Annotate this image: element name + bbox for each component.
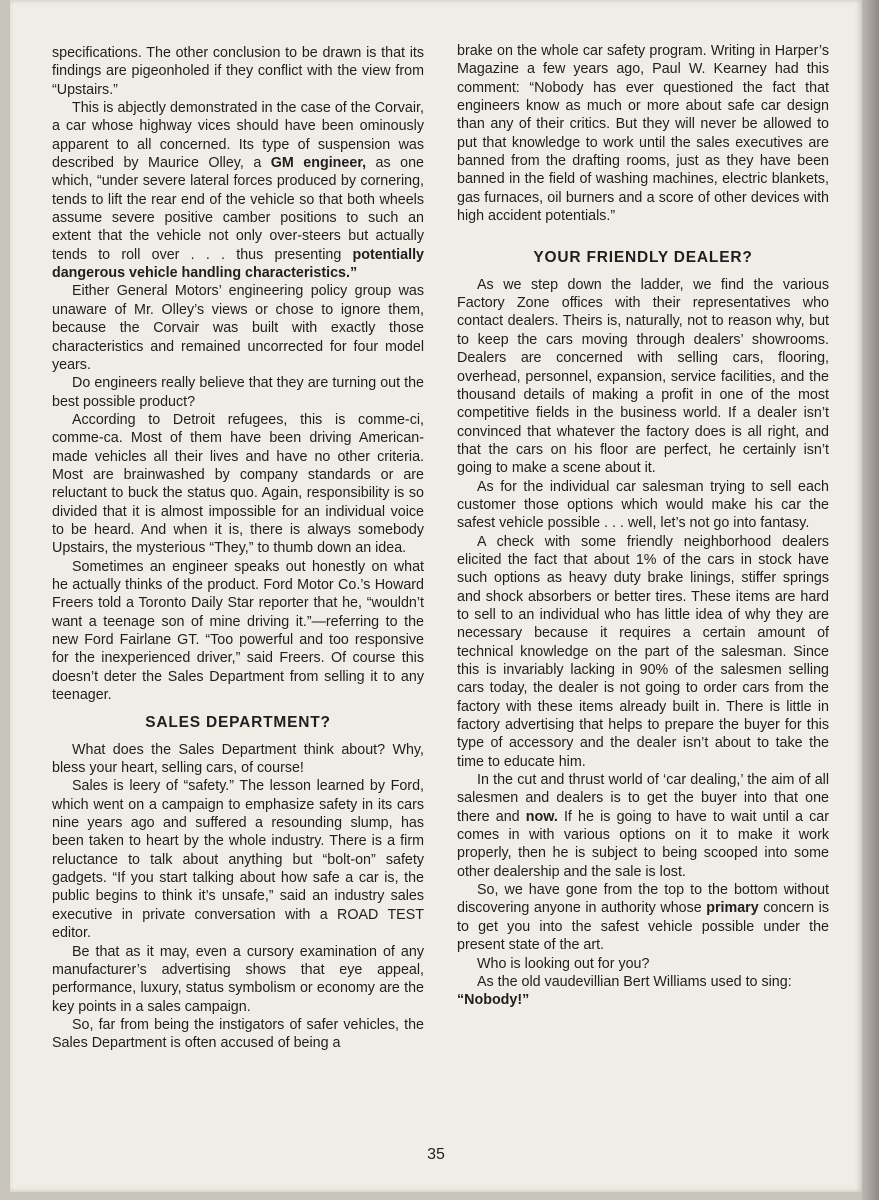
paragraph: According to Detroit refugees, this is comme-ci, comme-ca. Most of them have been driving American-made vehicles all their lives and have no other criteria. Most are brainwashed by company standards or are reluctant to buck the status quo. Again, responsibility is so divided that it is almost impossible for an individual voice to be heard. And when it is, there is always somebody Upstairs, the mysterious “They,” to thumb down an idea. (52, 411, 424, 557)
paragraph: Sometimes an engineer speaks out honestly on what he actually thinks of the product. Ford Motor Co.’s Howard Freers told a Toronto Daily Star reporter that he, “wouldn’t want a teenage son of mine driving it.”—referring to the new Ford Fairlane GT. “Too powerful and too responsive for the inexperienced driver,” said Freers. Of course this doesn’t deter the Sales Department from selling it to any teenager. (52, 558, 424, 704)
page-edge (862, 0, 879, 1200)
paragraph: Sales is leery of “safety.” The lesson learned by Ford, which went on a campaign to emphasize safety in its cars nine years ago and suffered a resounding slump, has been taken to heart by the whole industry. There is a firm reluctance to talk about anything but “bolt-on” safety gadgets. “If you start talking about how safe a car is, the public begins to think it’s unsafe,” said an industry sales executive in private conversation with a ROAD TEST editor. (52, 778, 424, 942)
bold-phrase: potentially dangerous vehicle handling characteristics.” (52, 246, 424, 282)
closing-quote: “Nobody!” (457, 992, 530, 1009)
section-heading-dealer: YOUR FRIENDLY DEALER? (533, 249, 753, 267)
bold-word: now. (525, 808, 558, 825)
paragraph: As for the individual car salesman trying to sell each customer those options which would make his car the safest vehicle possible . . . well, let’s not go into fantasy. (457, 478, 829, 532)
paragraph: In the cut and thrust world of ‘car dealing,’ the aim of all salesmen and dealers is to get the buyer into that one there and now. If he is going to have to wait until a car comes in with various options on it to make it work properly, then he is subject to being scooped into some other dealership and the sale is lost. (457, 772, 829, 880)
right-column (457, 42, 829, 1010)
left-column (52, 44, 424, 1053)
bold-word: primary (706, 900, 759, 917)
paragraph: Be that as it may, even a cursory examination of any manufacturer’s advertising shows that eye appeal, performance, luxury, status symbolism or economy are the key points in a sales campaign. (52, 943, 424, 1015)
paragraph: So, we have gone from the top to the bottom without discovering anyone in authority whose primary concern is to get you into the safest vehicle possible under the present state of the art. (457, 882, 829, 954)
paragraph: brake on the whole car safety program. Writing in Harper’s Magazine a few years ago, Paul W. Kearney had this comment: “Nobody has ever questioned the fact that engineers know as much or more about safe car design than any of their critics. But they will never be allowed to put that knowledge to work until the sales executives are banned from the drafting rooms, just as they have been banned in the field of washing machines, electric blankets, gas furnaces, oil burners and a score of other devices with high accident potentials.” (457, 43, 829, 225)
paragraph: Who is looking out for you? (477, 955, 650, 972)
paragraph: A check with some friendly neighborhood dealers elicited the fact that about 1% of the cars in stock have such options as heavy duty brake linings, stiffer springs and shock absorbers or better tires. These items are hard to sell to an individual who has little idea of why they are necessary because it requires a certain amount of technical knowledge on the part of the salesman. Since this is invariably lacking in 90% of the salesmen selling cars today, the dealer is not going to order cars from the factory with these items already built in. There is little in factory advertising that helps to prepare the buyer for this type of accessory and the dealer isn’t about to take the time to educate him. (457, 533, 829, 770)
section-heading-sales: SALES DEPARTMENT? (145, 714, 331, 732)
paragraph: As we step down the ladder, we find the various Factory Zone offices with their representatives who contact dealers. Theirs is, naturally, not to reason why, but to keep the cars moving through dealers’ showrooms. Dealers are concerned with selling cars, flooring, overhead, personnel, expansion, service facilities, and the thousand details of making a profit in one of the most competitive fields in the business world. If a dealer isn’t convinced that whatever the factory does is all right, and that the cars on his floor are perfect, he certainly isn’t going to make a scene about it. (457, 276, 829, 477)
magazine-page (10, 0, 862, 1192)
bold-phrase: GM engineer, (270, 155, 367, 172)
paragraph: specifications. The other conclusion to be drawn is that its findings are pigeonholed if they conflict with the view from “Upstairs.” (52, 45, 424, 98)
paragraph: This is abjectly demonstrated in the case of the Corvair, a car whose highway vices should have been ominously apparent to all concerned. Its type of suspension was described by Maurice Olley, a GM engineer, as one which, “under severe lateral forces produced by cornering, tends to lift the rear end of the vehicle so that both wheels assume severe positive camber positions to such an extent that the vehicle not only over-steers but actually tends to roll over . . . thus presenting potentially dangerous vehicle handling characteristics.” (52, 100, 424, 282)
paragraph: What does the Sales Department think about? Why, bless your heart, selling cars, of course! (52, 741, 424, 777)
paragraph: So, far from being the instigators of safer vehicles, the Sales Department is often accused of being a (52, 1016, 424, 1052)
paragraph: As the old vaudevillian Bert Williams used to sing: (477, 973, 792, 990)
paragraph: Do engineers really believe that they are turning out the best possible product? (52, 375, 424, 410)
page-number: 35 (427, 1146, 445, 1163)
paragraph: Either General Motors’ engineering policy group was unaware of Mr. Olley’s views or chose to ignore them, because the Corvair was built with exactly those characteristics and remained uncorrected for four model years. (52, 283, 424, 373)
